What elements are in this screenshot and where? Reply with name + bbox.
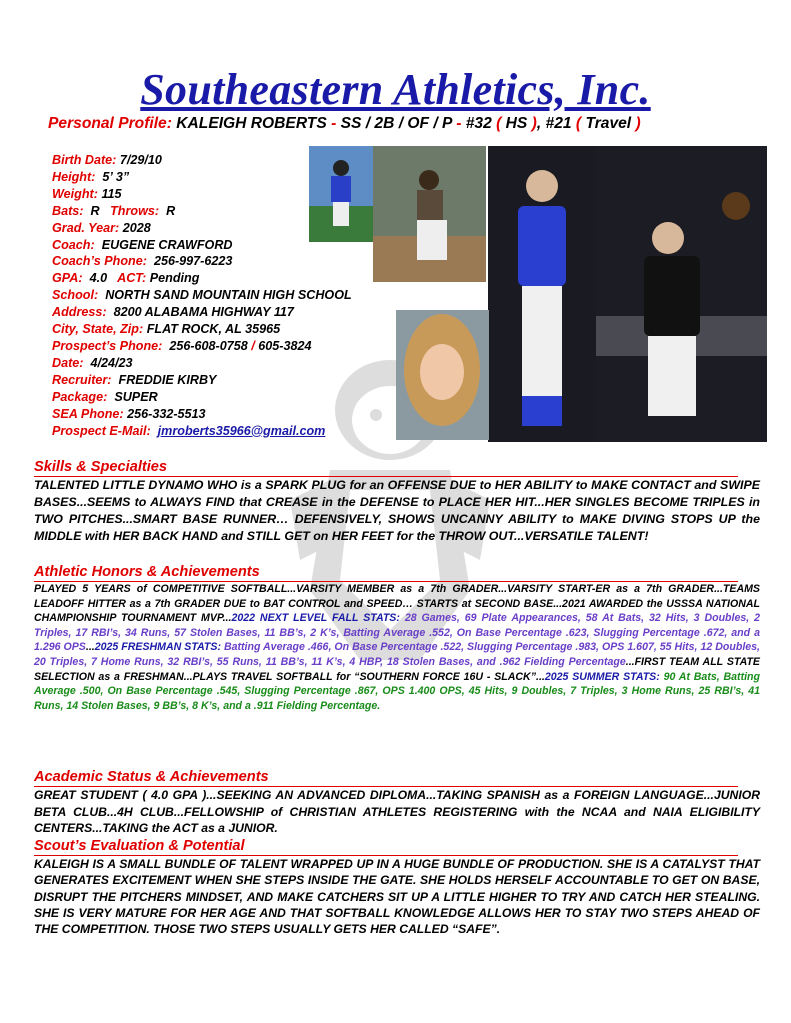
academic-text: GREAT STUDENT ( 4.0 GPA )...SEEKING AN ADVANCED DIPLOMA...TAKING SPANISH as a FOREIGN LANGUAGE...JUNIOR BETA CLUB...4H CLUB...FELLOWSHIP of CHRISTIAN ATHLETES REGISTERING with the NCAA and NAIA ELIGIBILITY CENTERS...TAKING the ACT as a JUNIOR. (34, 788, 760, 835)
bio-recruiter: Recruiter: FREDDIE KIRBY (52, 372, 217, 387)
honors-continued: ...FIRST TEAM ALL STATE SELECTION as a FRESHMAN...PLAYS TRAVEL SOFTBALL for “SOUTHERN FORCE 16U - SLACK”... (34, 655, 760, 683)
personal-profile-line (48, 115, 788, 133)
bio-package: Package: SUPER (52, 389, 158, 404)
freshman-stats-label: 2025 FRESHMAN STATS: (94, 641, 221, 654)
photo-player-pitching (596, 146, 767, 442)
page-title: Southeastern Athletics, Inc. (140, 65, 651, 114)
fall-stats: 28 Games, 69 Plate Appearances, 58 At Bats, 32 Hits, 3 Doubles, 2 Triples, 17 RBI’s, 34 Runs, 57 Stolen Bases, 11 BB’s, 2 K’s, Batting Average .552, On Base Percentage .623, Slugging Percentage .672, and a 1.296 OPS (34, 612, 761, 654)
skills-text: TALENTED LITTLE DYNAMO WHO is a SPARK PLUG for an OFFENSE DUE to HER ABILITY to MAKE CONTACT and SWIPE BASES...SEEMS to ALWAYS FIND that CREASE in the DEFENSE to PLACE HER HIT...HER SINGLES BECOME TRIPLES in TWO PITCHES...SMART BASE RUNNER… DEFENSIVELY, SHOWS UNCANNY ABILITY to MAKE DIVING STOPS UP the MIDDLE with HER BACK HAND and STILL GET on HER FEET for the THROW OUT...VERSATILE TALENT! (34, 478, 760, 543)
bio-prospect-phone: Prospect’s Phone: 256-608-0758 / 605-3824 (52, 338, 312, 353)
bio-weight: Weight: 115 (52, 186, 122, 201)
freshman-stats: Batting Average .466, On Base Percentage .522, Slugging Percentage .983, OPS 1.607, 55 Hits, 12 Doubles, 20 Triples, 7 Home Runs, 32 RBI’s, 55 Runs, 11 BB’s, 11 K’s, 4 HBP, 18 Stolen Bases, and .962 Fielding Percentage (34, 641, 760, 668)
paren-open-1: ( (496, 115, 502, 132)
paren-close-2: ) (635, 115, 641, 132)
bio-bats-throws: Bats: R Throws: R (52, 203, 176, 218)
section-heading-honors: Athletic Honors & Achievements (34, 564, 738, 582)
fall-stats-label: 2022 NEXT LEVEL FALL STATS: (231, 612, 400, 625)
team-travel: Travel (585, 115, 632, 132)
player-positions: SS / 2B / OF / P (340, 115, 452, 132)
honors-separator: ... (85, 641, 95, 654)
bio-address: Address: 8200 ALABAMA HIGHWAY 117 (52, 305, 294, 320)
section-heading-scout: Scout’s Evaluation & Potential (34, 838, 738, 856)
bio-sea-phone: SEA Phone: 256-332-5513 (52, 406, 206, 421)
bio-height: Height: 5’ 3” (52, 169, 130, 184)
bio-grad-year: Grad. Year: 2028 (52, 220, 151, 235)
bio-coach-phone: Coach’s Phone: 256-997-6223 (52, 254, 233, 269)
photo-player-running (309, 146, 373, 242)
photo-player-portrait (396, 310, 489, 440)
paren-open-2: ( (575, 115, 582, 132)
section-heading-skills: Skills & Specialties (34, 459, 738, 477)
bio-birth-date: Birth Date: 7/29/10 (52, 153, 162, 167)
summer-stats: 90 At Bats, Batting Average .500, On Base Percentage .545, Slugging Percentage .867, OPS 1.400 OPS, 45 Hits, 9 Doubles, 7 Triples, 3 Home Runs, 25 RBI’s, 41 Runs, 14 Stolen Bases, 9 BB’s, 8 K’s, and a .911 Fielding Percentage. (34, 670, 760, 712)
bio-date: Date: 4/24/23 (52, 355, 133, 370)
bio-details (52, 152, 352, 439)
profile-dash: - (331, 115, 337, 132)
paren-close-1: ) (531, 115, 537, 132)
profile-label: Personal Profile: (48, 115, 172, 132)
bio-gpa-act: GPA: 4.0 ACT: Pending (52, 271, 200, 286)
jersey-number-travel: , #21 (536, 115, 572, 132)
bio-school: School: NORTH SAND MOUNTAIN HIGH SCHOOL (52, 288, 352, 303)
photo-player-fielding (373, 146, 486, 282)
bio-city-state-zip: City, State, Zip: FLAT ROCK, AL 35965 (52, 322, 281, 337)
team-hs: HS (505, 115, 528, 132)
player-name: KALEIGH ROBERTS (176, 115, 327, 132)
section-heading-academic: Academic Status & Achievements (34, 769, 738, 787)
email-link[interactable]: jmroberts35966@gmail.com (157, 423, 326, 438)
scout-text: KALEIGH IS A SMALL BUNDLE OF TALENT WRAPPED UP IN A HUGE BUNDLE OF PRODUCTION. SHE IS A CATALYST THAT GENERATES EXCITEMENT WHEN SHE STEPS INSIDE THE GATE. SHE HOLDS HERSELF ACCOUNTABLE TO GET ON BASE, DISRUPT THE PITCHERS MINDSET, AND MAKE CATCHERS SIT UP A LITTLE HIGHER TO TRY AND CATCH HER STEALING. SHE IS VERY MATURE FOR HER AGE AND THAT SOFTBALL KNOWLEDGE ALLOWS HER TO STAY TWO STEPS AHEAD OF THE COMPETITION. THOSE TWO STEPS USUALLY GETS HER CALLED “SAFE”. (34, 857, 760, 937)
bio-prospect-email: Prospect E-Mail: jmroberts35966@gmail.com (52, 423, 326, 438)
honors-intro: PLAYED 5 YEARS of COMPETITIVE SOFTBALL...VARSITY MEMBER as a 7th GRADER...VARSITY START-ER as a 7th GRADER...TEAMS LEADOFF HITTER as a 7th GRADER DUE to BAT CONTROL and SPEED… STARTS at SECOND BASE...2021 AWARDED the USSSA NATIONAL CHAMPIONSHIP TOURNAMENT MVP... (34, 583, 760, 625)
summer-stats-label: 2025 SUMMER STATS: (544, 670, 660, 683)
honors-text (34, 582, 760, 713)
profile-dash-2: - (456, 115, 462, 132)
jersey-number-hs: #32 (465, 115, 492, 132)
bio-coach: Coach: EUGENE CRAWFORD (52, 237, 233, 252)
photo-player-walking (488, 146, 596, 442)
